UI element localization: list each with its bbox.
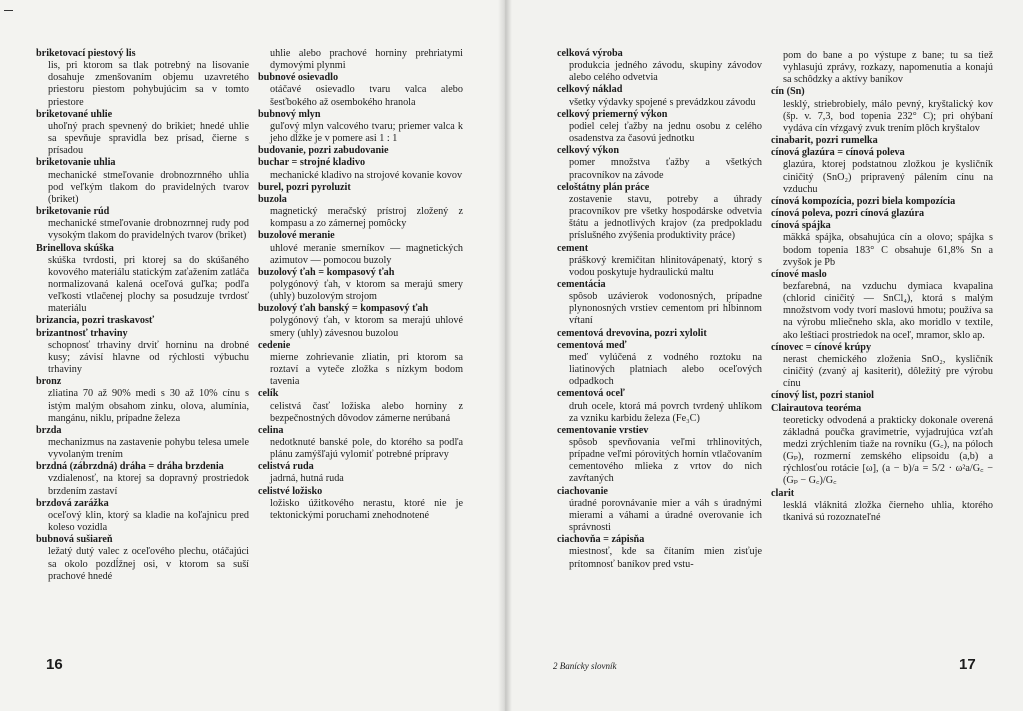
- entry-term: cinabarit, pozri rumelka: [771, 135, 878, 147]
- entry-term: brzdná (zábrzdná) dráha = dráha brzdenia: [36, 461, 224, 473]
- entry-term: burel, pozri pyroluzit: [258, 181, 351, 193]
- entry-term: bubnové osievadlo: [258, 72, 339, 84]
- entry-definition: lesklý, striebrobiely, málo pevný, kryštalický kov (šp. v. 7,3, bod topenia 232° C); pri ohýbaní vydáva cín vŕzgavý zvuk trením plôch kryštalov: [783, 98, 993, 134]
- entry-definition: ložisko úžitkového nerastu, ktoré nie je tektonickými poruchami znehodnotené: [270, 497, 463, 521]
- page-number-right: 17: [959, 656, 976, 673]
- page-number-left: 16: [46, 656, 63, 673]
- entry-term: celkový výkon: [557, 145, 619, 157]
- entry-definition: uhlové meranie smerníkov — magnetických azimutov — pomocou buzoly: [270, 242, 463, 266]
- entry-term: celkový náklad: [557, 84, 623, 96]
- entry-definition: mechanické stmeľovanie drobnozrnnej rudy pod vysokým tlakom do pravidelných tvarov (briket): [48, 218, 249, 242]
- entry-definition: spôsob uzávierok vodonosných, prípadne plynonosných vrstiev cementom pri hĺbinnom vŕtaní: [569, 291, 762, 327]
- dictionary-entry: [771, 220, 993, 269]
- entry-term: briketovací piestový lis: [36, 48, 136, 59]
- dictionary-entry: [557, 279, 762, 328]
- entry-term: bubnová sušiareň: [36, 534, 113, 546]
- entry-term: cementová oceľ: [557, 388, 625, 400]
- entry-term: cementová drevovina, pozri xylolit: [557, 327, 707, 339]
- dictionary-entry: [557, 340, 762, 389]
- dictionary-entry: [557, 84, 762, 108]
- dictionary-entry: [258, 267, 463, 303]
- entry-definition: nedotknuté banské pole, do ktorého sa podľa plánu zamýšľajú vylomiť potrebné prípravy: [270, 437, 463, 461]
- entry-term: brzdová zarážka: [36, 497, 109, 509]
- dictionary-entry: [36, 109, 249, 158]
- entry-definition: polygónový ťah, v ktorom sa merajú smery (uhly) buzolovým strojom: [270, 278, 463, 303]
- entry-definition: mierne zohrievanie zliatin, pri ktorom sa roztaví a vyteče zložka s nízkym bodom tavenia: [270, 351, 463, 388]
- entry-definition: lesklá vláknitá zložka čierneho uhlia, ktorého tkanivá sú rozoznateľné: [783, 499, 993, 523]
- entry-term: ciachovňa = zápisňa: [557, 534, 645, 546]
- entry-definition: lis, pri ktorom sa tlak potrebný na lisovanie dosahuje zmenšovaním objemu uzavretého priestoru piestom pohybujúcim sa v tomto priestore: [48, 60, 249, 108]
- column-1: [36, 48, 249, 583]
- entry-term: brzda: [36, 424, 62, 436]
- entry-definition: mechanizmus na zastavenie pohybu telesa umele vyvolaným trením: [48, 437, 249, 461]
- dictionary-entry: [771, 269, 993, 342]
- entry-definition: guľový mlyn valcového tvaru; priemer valca k jeho dĺžke je v pomere asi 1 : 1: [270, 120, 463, 145]
- entry-definition: mäkká spájka, obsahujúca cín a olovo; spájka s bodom topenia 183° C obsahuje 61,8% Sn a zvyšok je Pb: [783, 232, 993, 268]
- entry-definition: jadrná, hutná ruda: [270, 473, 344, 485]
- corner-mark: [4, 10, 13, 11]
- entry-definition: podiel celej ťažby na jednu osobu z celého osadenstva za časovú jednotku: [569, 120, 762, 145]
- column-2: [258, 48, 463, 522]
- entry-term: celoštátny plán práce: [557, 181, 650, 193]
- dictionary-entry: [36, 315, 249, 327]
- entry-term: brizantnosť trhaviny: [36, 327, 128, 339]
- dictionary-entry: [258, 72, 463, 108]
- dictionary-entry: [36, 206, 249, 242]
- dictionary-entry: [36, 243, 249, 316]
- entry-definition: zostavenie stavu, potreby a úhrady pracovníkov pre všetky hospodárske odvetvia štátu a jednotlivých krajov (za predpokladu príslušného zvýšenia produktivity práce): [569, 193, 762, 242]
- printer-signature: 2 Banícky slovník: [553, 661, 617, 671]
- entry-definition: všetky výdavky spojené s prevádzkou závodu: [569, 96, 756, 108]
- entry-term: cínová kompozícia, pozri biela kompozícia: [771, 195, 956, 207]
- entry-definition: oceľový klin, ktorý sa kladie na koľajnicu pred koleso vozidla: [48, 509, 249, 534]
- entry-term: cementová meď: [557, 339, 627, 351]
- dictionary-entry: [557, 486, 762, 535]
- entry-definition: teoreticky odvodená a prakticky dokonale overená základná poučka gravimetrie, vyjadrujúca vzťah medzi zrýchlením tiaže na rovníku (G꜀), na póloch (Gₚ), rozmerní zemského elipsoidu (a,b) a rýchlosťou rotácie [ω], (a − b)/a = 5/2 · ω²a/G꜀ − (Gₚ − G꜀)/G꜀: [783, 414, 993, 487]
- entry-definition: uhoľný prach spevnený do brikiet; hnedé uhlie sa spevňuje spravidla bez prísad, čierne s prísadou: [48, 120, 249, 157]
- entry-term: cínovec = cínové krúpy: [771, 341, 872, 353]
- dictionary-entry: [36, 425, 249, 461]
- entry-definition: meď vylúčená z vodného roztoku na liatinových platniach alebo oceľových odpadkoch: [569, 351, 762, 388]
- dictionary-entry: [771, 488, 993, 524]
- entry-term: ciachovanie: [557, 485, 608, 497]
- dictionary-entry: [771, 342, 993, 391]
- column-4: [771, 50, 993, 524]
- entry-definition: zliatina 70 až 90% medi s 30 až 10% cínu s istým malým obsahom zinku, olova, alumínia, mangánu, niklu, prípadne železa: [48, 388, 249, 424]
- dictionary-entry: [258, 425, 463, 461]
- dictionary-entry: [36, 498, 249, 534]
- dictionary-entry: [771, 147, 993, 196]
- entry-definition: ležatý dutý valec z oceľového plechu, otáčajúci sa okolo pozdĺžnej osi, v ktorom sa suší prachové hnedé: [48, 546, 249, 582]
- dictionary-entry: [36, 376, 249, 425]
- dictionary-entry: [557, 109, 762, 145]
- entry-definition: nerast chemického zloženia SnO₂, kysličník ciničitý (zvaný aj kasiterit), dôležitý pre výrobu cínu: [783, 353, 993, 390]
- entry-term: clarit: [771, 487, 795, 499]
- entry-definition: celistvá časť ložiska alebo horniny z bezpečnostných dôvodov zámerne nerúbaná: [270, 400, 463, 424]
- entry-definition: schopnosť trhaviny drviť horninu na drobné kusy; závisí hlavne od rýchlosti výbuchu trhaviny: [48, 339, 249, 376]
- entry-term: cínová spájka: [771, 220, 831, 232]
- entry-definition: uhlie alebo prachové horniny prehriatymi dymovými plynmi: [270, 48, 463, 72]
- book-gutter: [498, 0, 512, 711]
- entry-term: cín (Sn): [771, 86, 805, 98]
- entry-term: cement: [557, 242, 589, 254]
- dictionary-entry: [258, 109, 463, 145]
- entry-term: cínové maslo: [771, 268, 827, 280]
- entry-definition: mechanické stmeľovanie drobnozrnného uhlia pod veľkým tlakom do pravidelných tvarov (briket): [48, 169, 249, 205]
- dictionary-entry: [771, 50, 993, 86]
- entry-definition: pomer množstva ťažby a všetkých pracovníkov na závode: [569, 157, 762, 181]
- dictionary-entry: [258, 486, 463, 522]
- entry-term: bronz: [36, 376, 62, 388]
- dictionary-entry: [557, 145, 762, 181]
- entry-definition: magnetický meračský prístroj zložený z kompasu a zo zámernej pomôcky: [270, 206, 463, 230]
- entry-definition: produkcia jedného závodu, skupiny závodov alebo celého odvetvia: [569, 60, 762, 84]
- dictionary-entry: [258, 182, 463, 194]
- dictionary-entry: [36, 461, 249, 497]
- entry-term: cementácia: [557, 278, 606, 290]
- dictionary-entry: [36, 328, 249, 377]
- entry-definition: pom do bane a po výstupe z bane; tu sa tiež vyhlasujú zprávy, rozkazy, napomenutia a konajú sa schôdzky a aktívy baníkov: [783, 50, 993, 86]
- entry-term: Brinellova skúška: [36, 242, 114, 254]
- dictionary-entry: [36, 48, 249, 109]
- entry-term: celistvé ložisko: [258, 485, 323, 497]
- entry-definition: práškový kremičitan hlinitovápenatý, ktorý s vodou poskytuje hydraulickú maltu: [569, 254, 762, 278]
- entry-term: Clairautova teoréma: [771, 402, 862, 414]
- dictionary-entry: [771, 208, 993, 220]
- entry-term: brizancia, pozri traskavosť: [36, 315, 155, 327]
- entry-definition: druh ocele, ktorá má povrch tvrdený uhlíkom za vzniku karbidu železa (Fe₃C): [569, 400, 762, 424]
- entry-term: briketovanie rúd: [36, 206, 110, 218]
- entry-term: celina: [258, 424, 284, 436]
- entry-term: cínová poleva, pozri cínová glazúra: [771, 208, 925, 220]
- entry-term: briketovanie uhlia: [36, 157, 116, 169]
- dictionary-entry: [258, 388, 463, 424]
- entry-definition: miestnosť, kde sa čítaním mien zisťuje prítomnosť baníkov pred vstu-: [569, 546, 762, 570]
- dictionary-entry: [258, 157, 463, 181]
- entry-definition: polygónový ťah, v ktorom sa merajú uhlové smery (uhly) závesnou buzolou: [270, 315, 463, 339]
- entry-definition: mechanické kladivo na strojové kovanie kovov: [270, 169, 463, 181]
- dictionary-entry: [771, 390, 993, 402]
- dictionary-entry: [771, 403, 993, 488]
- entry-term: celkový priemerný výkon: [557, 108, 668, 120]
- entry-term: celík: [258, 388, 279, 400]
- dictionary-entry: [36, 157, 249, 206]
- dictionary-entry: [557, 182, 762, 243]
- entry-term: cínová glazúra = cínová poleva: [771, 147, 905, 159]
- dictionary-entry: [36, 534, 249, 583]
- entry-definition: spôsob spevňovania veľmi trhlinovitých, prípadne veľmi pórovitých hornín vtlačovaním cementového mlieka z vrtov do nich zavŕtaných: [569, 437, 762, 485]
- entry-term: buzola: [258, 193, 287, 205]
- entry-definition: glazúra, ktorej podstatnou zložkou je kysličník ciničitý (SnO₂) pripravený pálením cínu na vzduchu: [783, 159, 993, 195]
- entry-term: budovanie, pozri zabudovanie: [258, 145, 389, 157]
- entry-term: buzolové meranie: [258, 230, 335, 242]
- dictionary-entry: [557, 328, 762, 340]
- column-3: [557, 48, 762, 571]
- entry-term: cementovanie vrstiev: [557, 424, 649, 436]
- entry-term: buchar = strojné kladivo: [258, 157, 366, 169]
- entry-definition: otáčavé osievadlo tvaru valca alebo šesťbokého až osembokého hranola: [270, 84, 463, 108]
- dictionary-entry: [557, 388, 762, 424]
- entry-term: buzolový ťah banský = kompasový ťah: [258, 303, 429, 315]
- dictionary-entry: [771, 135, 993, 147]
- entry-term: briketované uhlie: [36, 108, 113, 120]
- dictionary-entry: [258, 340, 463, 389]
- dictionary-entry: [258, 461, 463, 485]
- dictionary-entry: [258, 303, 463, 339]
- dictionary-entry: [557, 425, 762, 486]
- entry-term: cedenie: [258, 339, 291, 351]
- dictionary-entry: [557, 534, 762, 570]
- dictionary-entry: [258, 48, 463, 72]
- entry-definition: bezfarebná, na vzduchu dymiaca kvapalina (chlorid ciničitý — SnCl₄), ktorá s malým množstvom vody tvorí maslovú hmotu; používa sa na výrobu mliečneho skla, ako moridlo v textile, ako leštiaci prostriedok na oceľ, mramor, sklo ap.: [783, 280, 993, 341]
- entry-term: celková výroba: [557, 48, 623, 59]
- dictionary-entry: [557, 243, 762, 279]
- dictionary-entry: [771, 196, 993, 208]
- entry-definition: skúška tvrdosti, pri ktorej sa do skúšaného kovového materiálu statickým zaťažením zatláča normalizovaná kalená oceľová guľka; podľa veľkosti vtlačenej plochy sa posudzuje tvrdosť materiálu: [48, 254, 249, 315]
- entry-definition: úradné porovnávanie mier a váh s úradnými mierami a váhami a úradné overovanie ich správnosti: [569, 497, 762, 534]
- dictionary-entry: [258, 145, 463, 157]
- entry-term: celistvá ruda: [258, 461, 314, 473]
- dictionary-entry: [557, 48, 762, 84]
- entry-term: bubnový mlyn: [258, 108, 321, 120]
- dictionary-entry: [258, 230, 463, 266]
- dictionary-entry: [258, 194, 463, 230]
- entry-definition: vzdialenosť, na ktorej sa dopravný prostriedok brzdením zastaví: [48, 473, 249, 497]
- entry-term: cínový list, pozri staniol: [771, 390, 875, 402]
- dictionary-entry: [771, 86, 993, 135]
- entry-term: buzolový ťah = kompasový ťah: [258, 266, 395, 278]
